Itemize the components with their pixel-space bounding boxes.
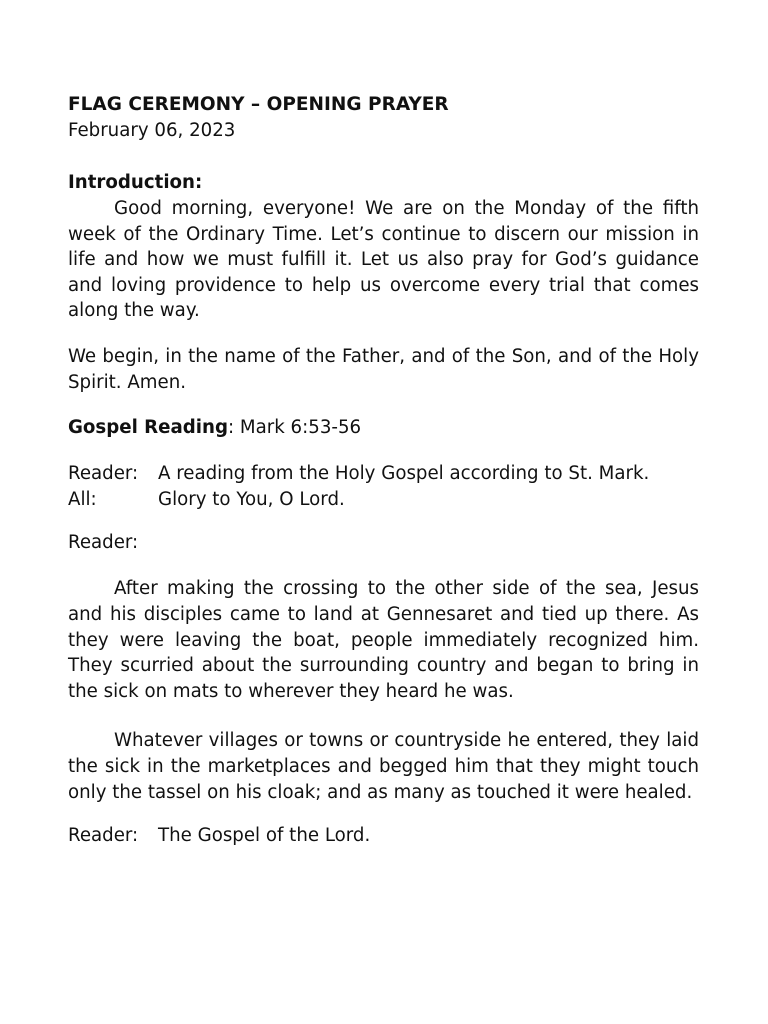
exchange-text: A reading from the Holy Gospel according to St. Mark. xyxy=(158,463,650,485)
gospel-paragraph-2: Whatever villages or towns or countryside he entered, they laid the sick in the marketplaces and begged him that they might touch only the tassel on his cloak; and as many as touched it were healed. xyxy=(68,730,699,803)
introduction-heading: Introduction: xyxy=(68,172,203,193)
opening-sign-of-cross: We begin, in the name of the Father, and of the Son, and of the Holy Spirit. Amen. xyxy=(68,345,699,393)
document-date: February 06, 2023 xyxy=(68,120,236,141)
exchange-speaker: All: xyxy=(68,488,97,510)
exchange-line xyxy=(68,487,699,513)
document-page xyxy=(68,92,699,849)
closing-line xyxy=(68,823,699,849)
exchange-line xyxy=(68,461,699,487)
exchange-text: Glory to You, O Lord. xyxy=(158,488,345,510)
document-title: FLAG CEREMONY – OPENING PRAYER xyxy=(68,94,449,115)
gospel-reading-line xyxy=(68,415,699,441)
closing-speaker: Reader: xyxy=(68,825,139,847)
introduction-paragraph: Good morning, everyone! We are on the Monday of the fifth week of the Ordinary Time. Let’s continue to discern our mission in life and how we must fulfill it. Let us also pray for God’s guidance and loving providence to help us overcome every trial that comes along the way. xyxy=(68,198,699,322)
exchange-speaker: Reader: xyxy=(68,463,139,485)
gospel-reading-reference: : Mark 6:53-56 xyxy=(228,417,362,439)
response-exchange xyxy=(68,461,699,512)
closing-text: The Gospel of the Lord. xyxy=(158,825,371,847)
gospel-paragraph-1: After making the crossing to the other side of the sea, Jesus and his disciples came to land at Gennesaret and tied up there. As they were leaving the boat, people immediately recognized him. They scurried about the surrounding country and began to bring in the sick on mats to wherever they heard he was. xyxy=(68,578,699,702)
reader-label: Reader: xyxy=(68,532,139,554)
gospel-reading-label: Gospel Reading xyxy=(68,417,229,439)
